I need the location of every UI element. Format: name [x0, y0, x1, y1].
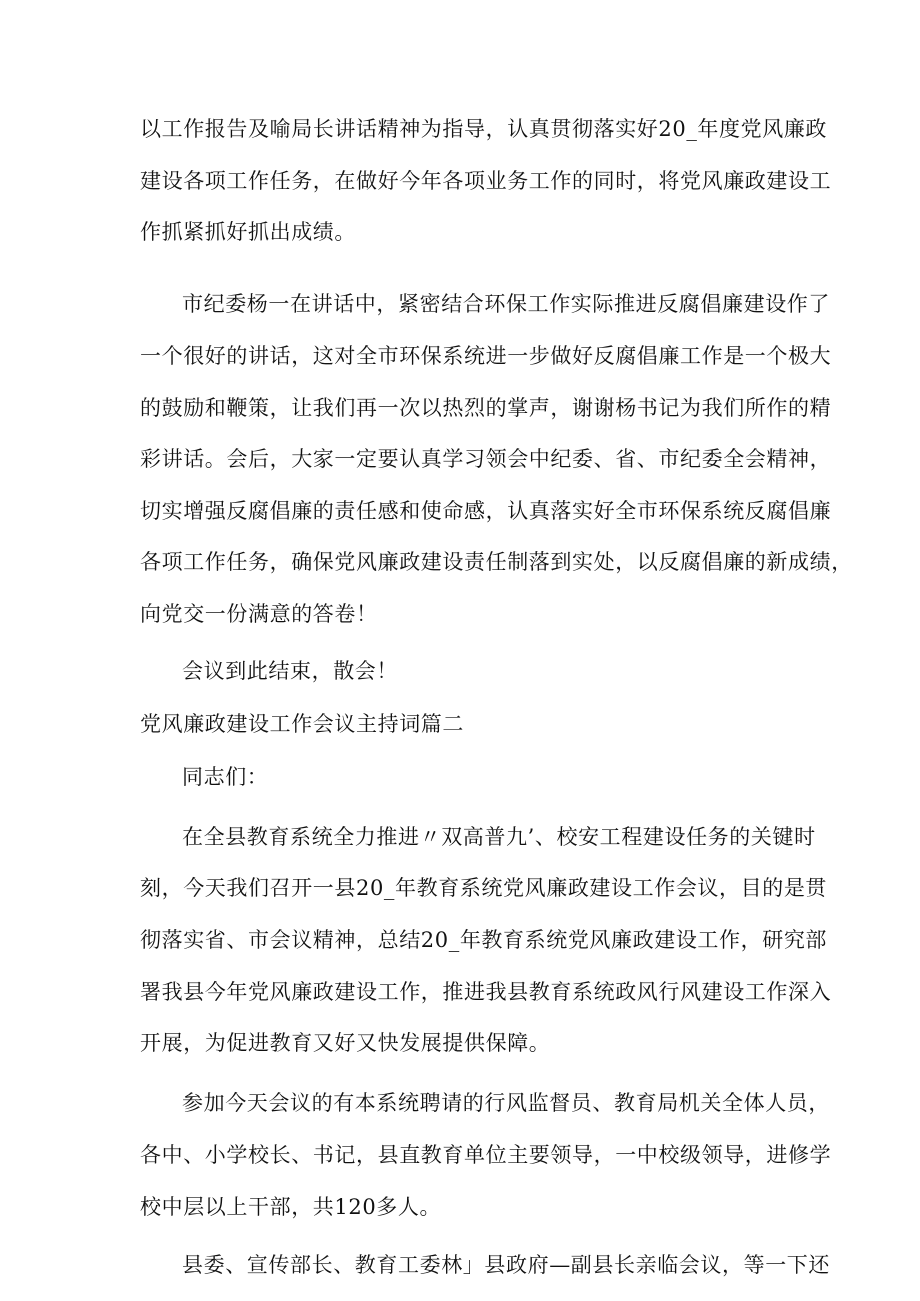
text-line: 市纪委杨一在讲话中，紧密结合环保工作实际推进反腐倡廉建设作了 — [182, 292, 830, 316]
salutation: 同志们： — [182, 765, 269, 789]
text-line: 切实增强反腐倡廉的责任感和使命感，认真落实好全市环保系统反腐倡廉 — [140, 499, 832, 523]
text-line: 刻，今天我们召开一县20_年教育系统党风廉政建设工作会议，目的是贯 — [140, 876, 828, 900]
text-line: 的鼓励和鞭策，让我们再一次以热烈的掌声，谢谢杨书记为我们所作的精 — [140, 396, 832, 420]
text-line: 各项工作任务，确保党风廉政建设责任制落到实处，以反腐倡廉的新成绩， — [140, 550, 853, 574]
text-line: 一个很好的讲话，这对全市环保系统进一步做好反腐倡廉工作是一个极大 — [140, 344, 832, 368]
text-line: 县委、宣传部长、教育工委林」县政府—副县长亲临会议，等一下还 — [182, 1253, 830, 1277]
text-line: 署我县今年党风廉政建设工作，推进我县教育系统政风行风建设工作深入 — [140, 980, 832, 1004]
text-line: 作抓紧抓好抓出成绩。 — [140, 220, 356, 244]
text-line: 向党交一份满意的答卷！ — [140, 602, 378, 626]
text-line: 在全县教育系统全力推进〃双高普九’、校安工程建设任务的关键时 — [182, 825, 816, 849]
text-line: 彻落实省、市会议精神，总结20_年教育系统党风廉政建设工作，研究部 — [140, 928, 828, 952]
text-line: 建设各项工作任务，在做好今年各项业务工作的同时，将党风廉政建设工 — [140, 169, 832, 193]
text-line: 开展，为促进教育又好又快发展提供保障。 — [140, 1031, 551, 1055]
section-heading: 党风廉政建设工作会议主持词篇二 — [140, 712, 464, 736]
text-line: 会议到此结束，散会！ — [182, 659, 398, 683]
text-line: 校中层以上干部，共120多人。 — [140, 1195, 442, 1219]
text-line: 以工作报告及喻局长讲话精神为指导，认真贯彻落实好20_年度党风廉政 — [140, 117, 828, 141]
text-line: 参加今天会议的有本系统聘请的行风监督员、教育局机关全体人员， — [182, 1091, 830, 1115]
text-line: 各中、小学校长、书记，县直教育单位主要领导，一中校级领导，进修学 — [140, 1143, 832, 1167]
text-line: 彩讲话。会后，大家一定要认真学习领会中纪委、省、市纪委全会精神， — [140, 447, 832, 471]
